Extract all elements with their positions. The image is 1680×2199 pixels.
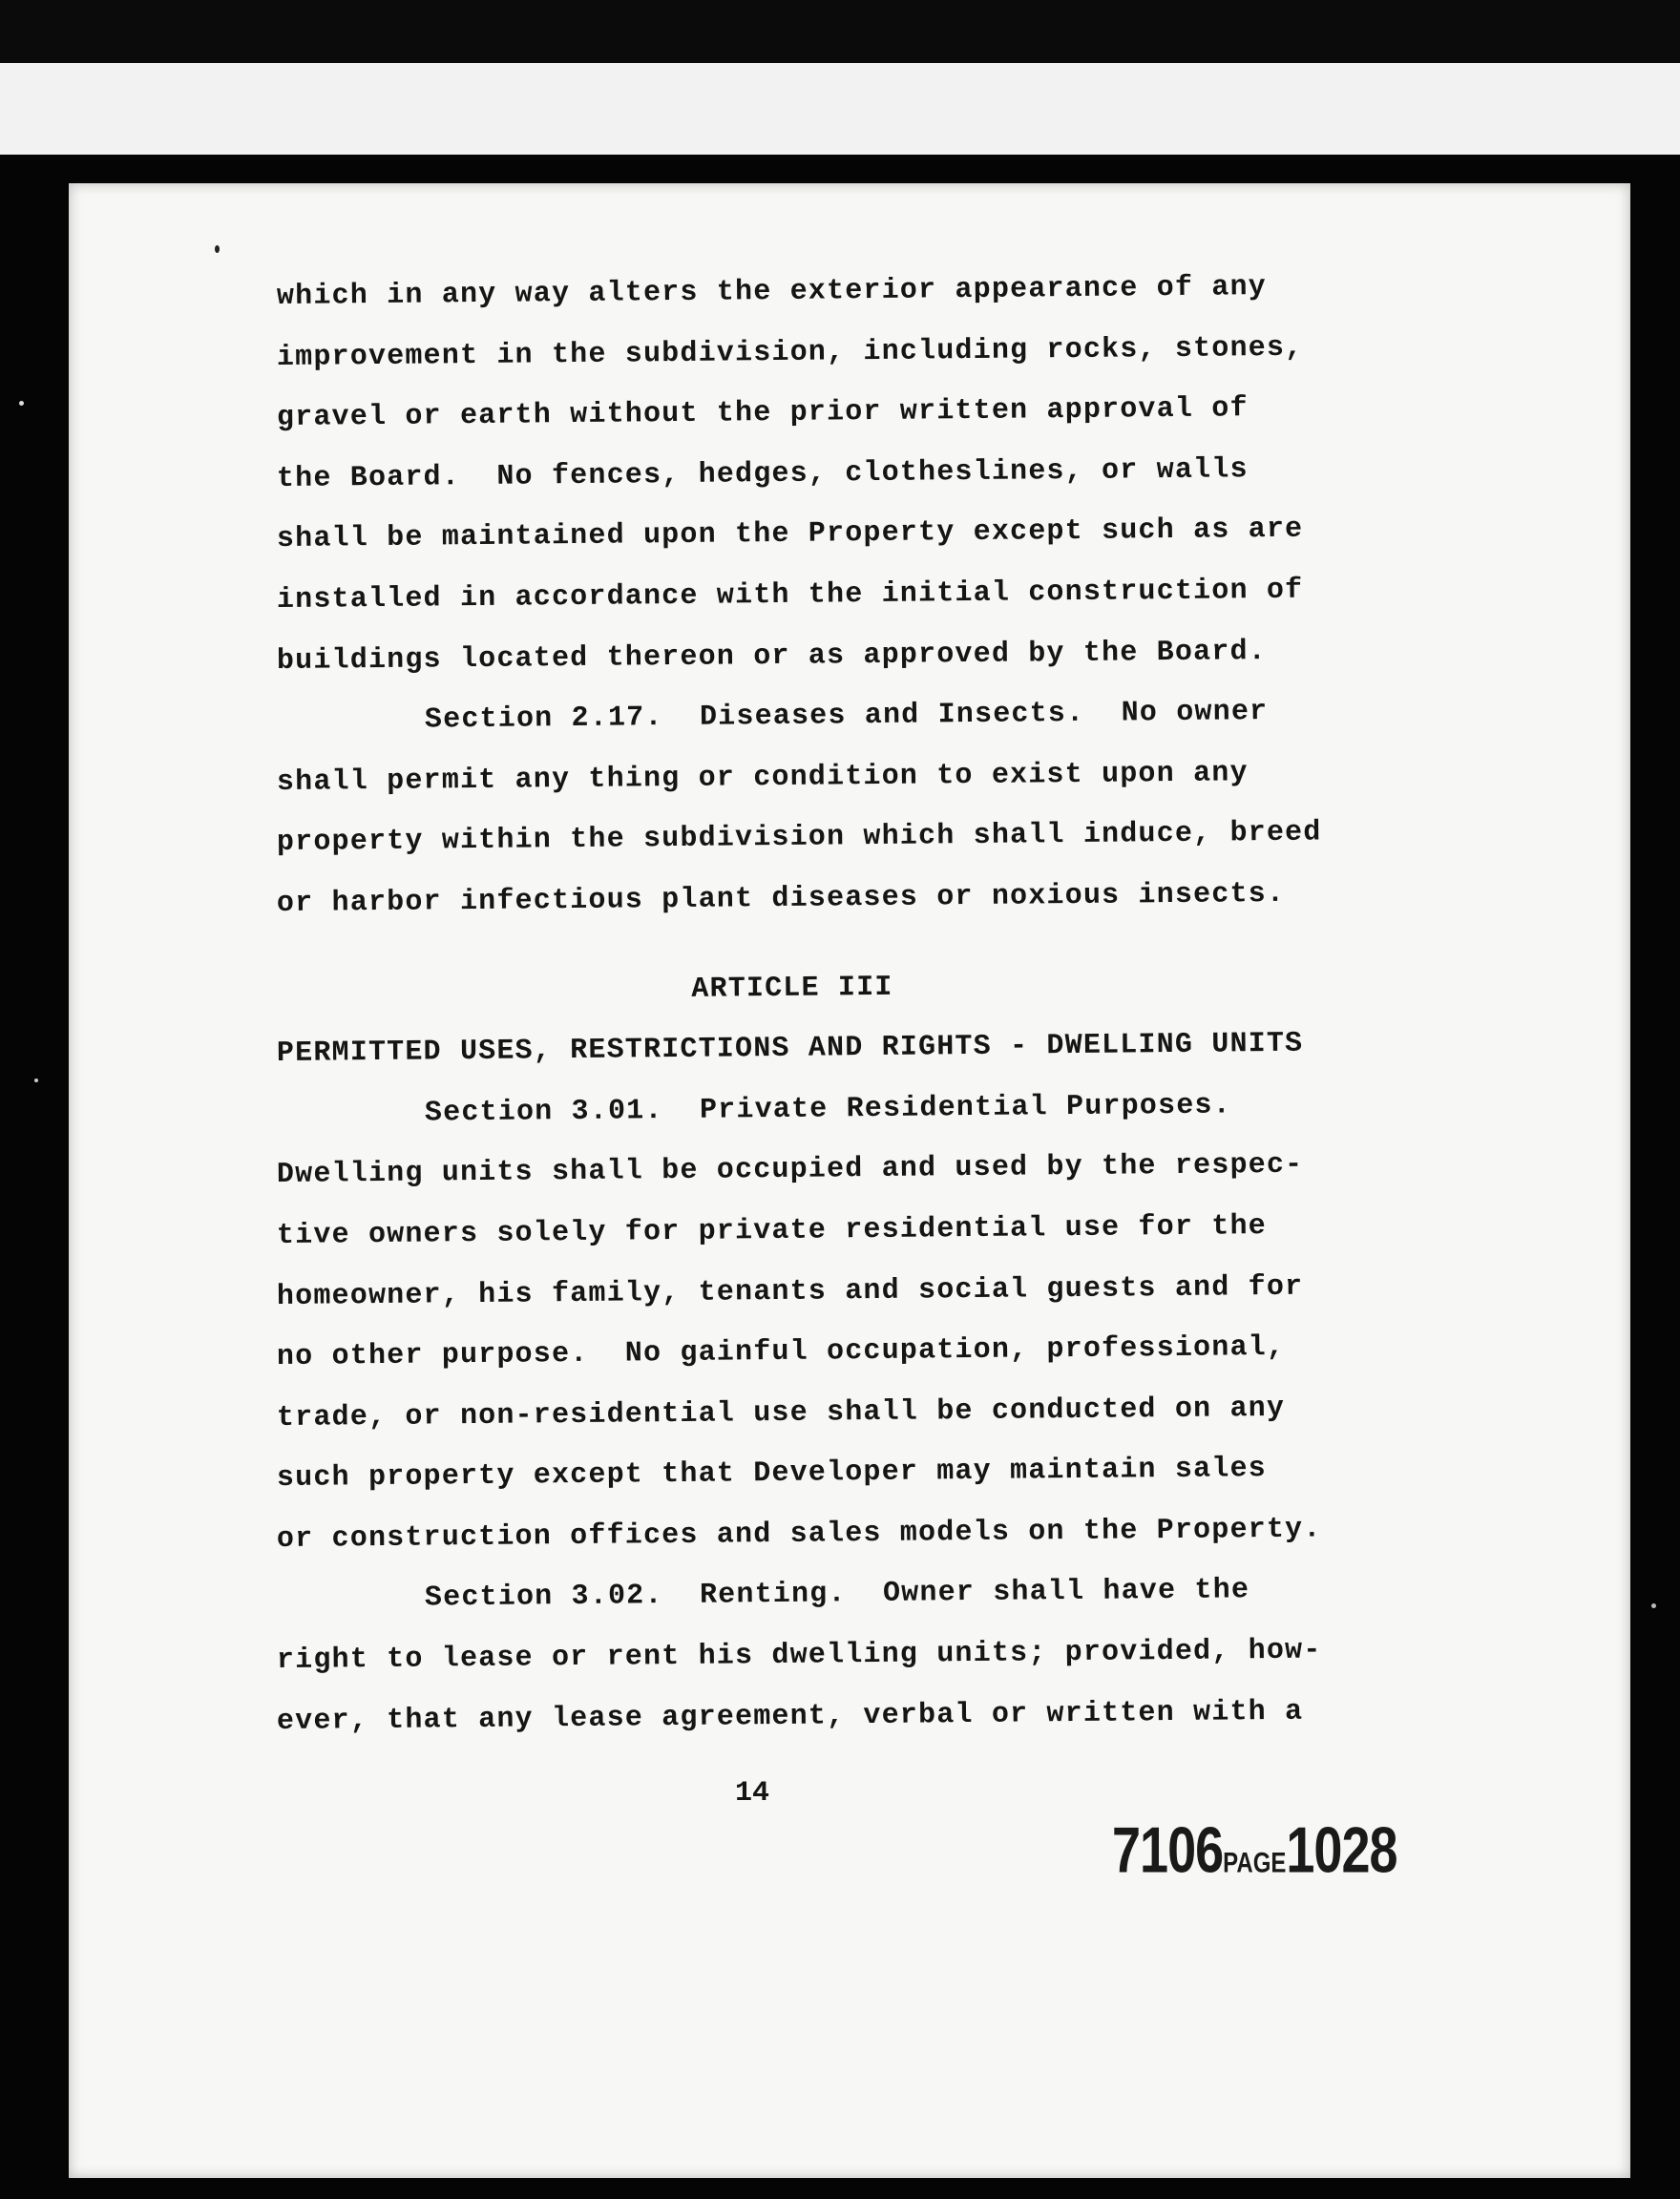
text-line: or harbor infectious plant diseases or noxious insects. (276, 877, 1286, 920)
article-title: PERMITTED USES, RESTRICTIONS AND RIGHTS - DWELLING UNITS (276, 1027, 1304, 1071)
scan-dark-band (0, 155, 1680, 183)
text-line: the Board. No fences, hedges, clotheslines, or walls (276, 453, 1249, 495)
text-line: which in any way alters the exterior appearance of any (276, 271, 1268, 313)
text-line: tive owners solely for private residential use for the (276, 1209, 1268, 1252)
article-heading: ARTICLE III (691, 971, 893, 1006)
text-line: right to lease or rent his dwelling units; provided, how- (276, 1634, 1322, 1678)
text-line: installed in accordance with the initial construction of (276, 574, 1304, 617)
text-line: property within the subdivision which shall induce, breed (276, 816, 1322, 860)
text-line: trade, or non-residential use shall be conducted on any (276, 1392, 1286, 1435)
scan-top-border (0, 0, 1680, 63)
text-line: such property except that Developer may maintain sales (276, 1453, 1268, 1496)
recording-stamp (1112, 1813, 1397, 1888)
scan-speck (19, 401, 24, 406)
scan-speck (215, 245, 220, 253)
text-line: Section 3.01. Private Residential Purposes. (424, 1089, 1232, 1130)
text-line: homeowner, his family, tenants and social guests and for (276, 1270, 1304, 1313)
paragraph-group-before-article (277, 267, 1422, 935)
page-number: 14 (735, 1777, 770, 1810)
scan-speck (34, 1079, 38, 1082)
text-line: Section 2.17. Diseases and Insects. No owner (424, 696, 1269, 737)
stamp-book-number: 7106 (1112, 1814, 1224, 1887)
text-line: Dwelling units shall be occupied and used by the respec- (276, 1148, 1304, 1192)
text-line: improvement in the subdivision, including rocks, stones, (276, 331, 1304, 374)
text-line: gravel or earth without the prior written approval of (276, 392, 1249, 435)
scan-speck (1651, 1603, 1656, 1608)
text-line: no other purpose. No gainful occupation, professional, (276, 1330, 1286, 1374)
text-line: Section 3.02. Renting. Owner shall have the (424, 1574, 1250, 1615)
scan-light-strip (0, 63, 1680, 155)
stamp-page-label: PAGE (1223, 1847, 1287, 1879)
text-line: shall be maintained upon the Property except such as are (276, 513, 1304, 556)
text-line: buildings located thereon or as approved by the Board. (276, 635, 1268, 678)
text-line: or construction offices and sales models on the Property. (276, 1513, 1322, 1556)
text-line: ever, that any lease agreement, verbal or written with a (276, 1695, 1304, 1738)
stamp-page-number: 1028 (1286, 1814, 1397, 1887)
text-line: shall permit any thing or condition to exist upon any (276, 756, 1249, 799)
paragraph-group-after-article (277, 1085, 1422, 1753)
document-body (277, 267, 1422, 1752)
